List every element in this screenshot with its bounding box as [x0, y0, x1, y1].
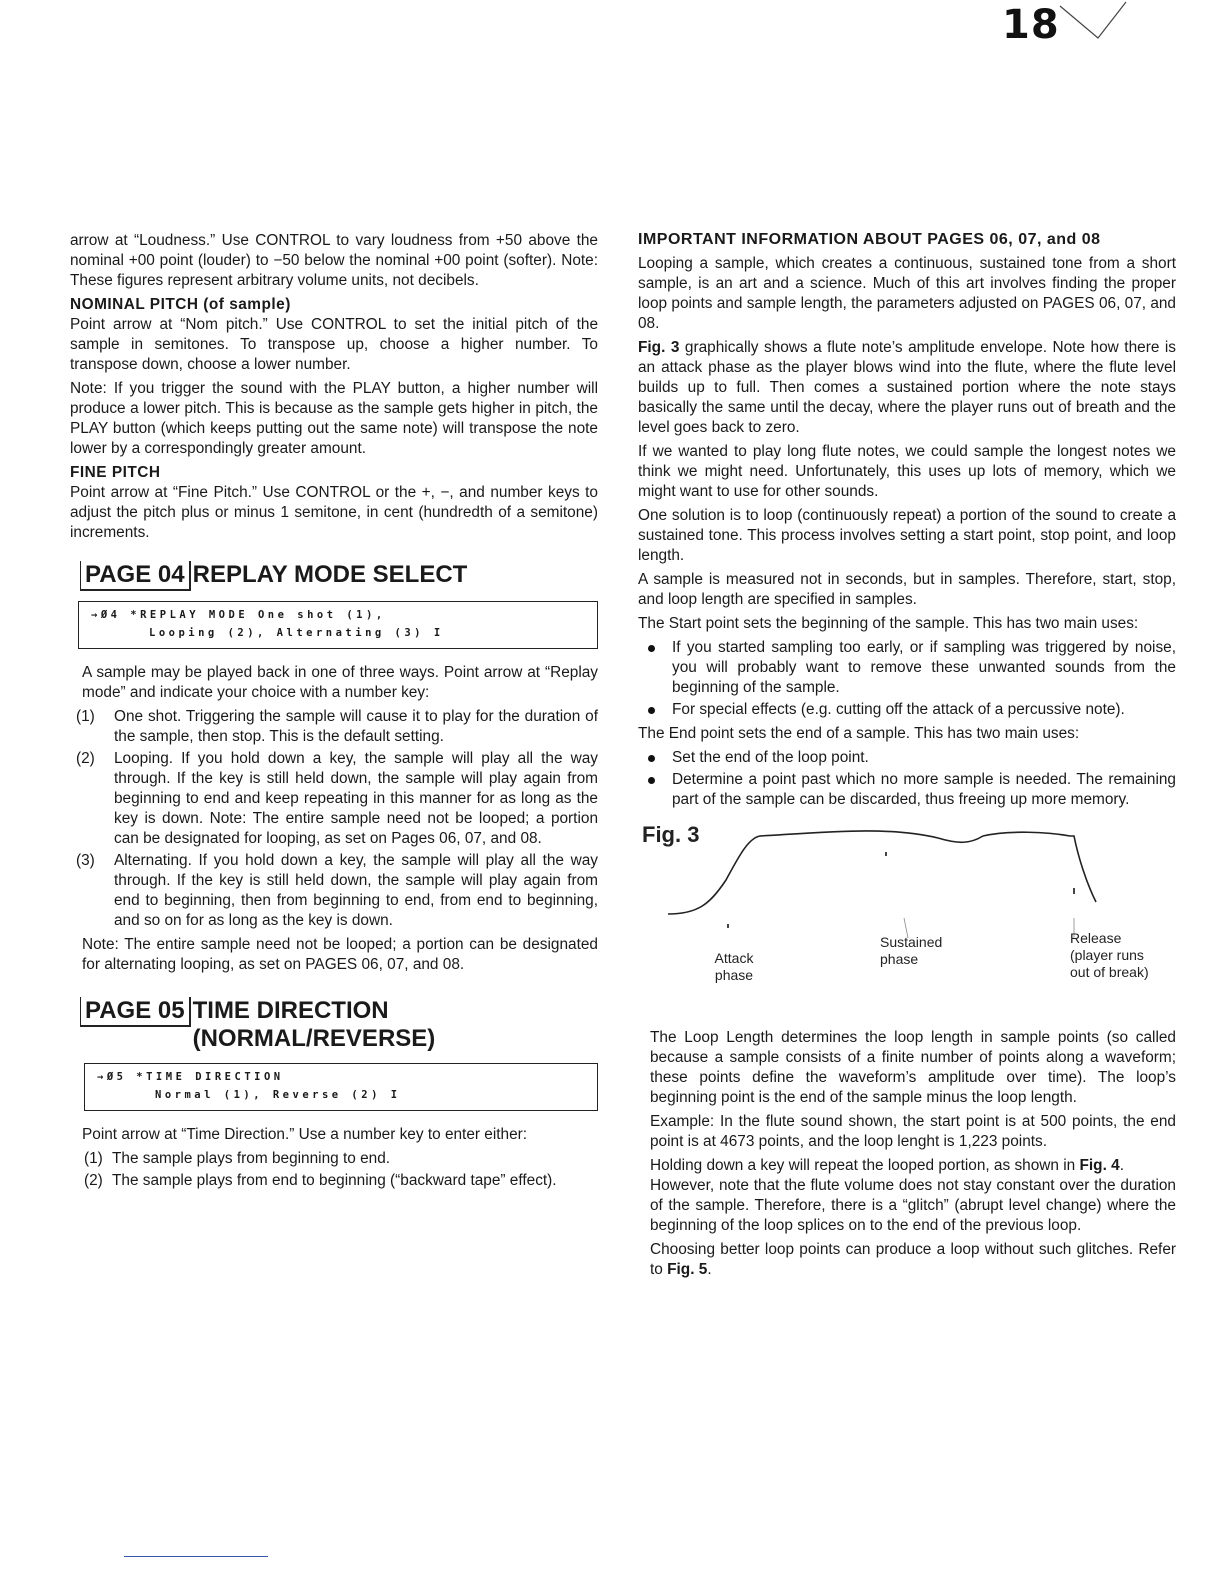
fig4-reference: Fig. 4	[1079, 1157, 1120, 1174]
list-item: If you started sampling too early, or if sampling was triggered by noise, you will probably want to remove these unwanted sounds from the beginning of the sample.	[638, 638, 1176, 698]
list-item-text: The sample plays from end to beginning (“backward tape” effect).	[112, 1172, 557, 1189]
release-label-line1: Release	[1070, 930, 1122, 946]
left-column	[70, 231, 598, 1195]
page04-note: Note: The entire sample need not be looped; a portion can be designated for alternating looping, as set on PAGES 06, 07, and 08.	[82, 936, 598, 973]
fine-pitch-text: Point arrow at “Fine Pitch.” Use CONTROL or the +, −, and number keys to adjust the pitch plus or minus 1 semitone, in cent (hundredth of a semitone) increments.	[70, 484, 598, 541]
sustained-label-line1: Sustained	[880, 934, 943, 950]
release-label-line3: out of break)	[1070, 964, 1149, 980]
page04-lcd-line1: →Ø4 *REPLAY MODE One shot (1),	[91, 609, 386, 621]
better-loop-paragraph	[650, 1240, 1176, 1280]
nominal-pitch-heading-text: NOMINAL PITCH	[70, 296, 199, 313]
list-item-number: (1)	[76, 708, 95, 725]
example-paragraph: Example: In the flute sound shown, the start point is at 500 points, the end point is at 4673 points, and the loop lenght is 1,223 points.	[650, 1113, 1176, 1150]
better-loop-end: .	[707, 1261, 712, 1278]
page05-title-line1: TIME DIRECTION	[192, 997, 389, 1024]
sustained-phase-label	[880, 934, 942, 968]
nominal-pitch-heading	[70, 295, 598, 315]
page05-box: PAGE 05	[80, 997, 191, 1027]
end-point-uses	[638, 748, 1176, 810]
page05-heading	[80, 997, 598, 1053]
release-label	[1070, 930, 1149, 981]
page04-heading	[80, 561, 598, 591]
list-item-text: Alternating. If you hold down a key, the sample will play all the way through. If the key is still held down, the sample will play again from end to beginning, then from beginning to end, from end to beginning, and so on for as long as the key is down.	[114, 852, 598, 929]
list-item-number: (3)	[76, 852, 95, 869]
end-point-paragraph: The End point sets the end of a sample. This has two main uses:	[638, 725, 1080, 742]
fine-pitch-heading: FINE PITCH	[70, 464, 161, 481]
list-item-number: (2)	[84, 1172, 103, 1189]
page05-title-line2: (NORMAL/REVERSE)	[192, 1025, 436, 1052]
list-item-number: (2)	[76, 750, 95, 767]
list-item	[70, 707, 598, 747]
long-notes-paragraph: If we wanted to play long flute notes, we could sample the longest notes we think we might need. Unfortunately, this uses up lots of memory, which we might want to use for other sounds.	[638, 443, 1176, 500]
page04-intro: A sample may be played back in one of three ways. Point arrow at “Replay mode” and indicate your choice with a number key:	[82, 664, 598, 701]
list-item-text: One shot. Triggering the sample will cause it to play for the duration of the sample, then stop. This is the default setting.	[114, 708, 598, 745]
attack-label-line1: Attack	[714, 950, 754, 966]
repeat-text: Holding down a key will repeat the looped portion, as shown in	[650, 1157, 1076, 1174]
list-item-text: The sample plays from beginning to end.	[112, 1150, 391, 1167]
page-corner-mark	[1058, 0, 1128, 44]
page05-options-list	[70, 1149, 598, 1191]
start-point-paragraph: The Start point sets the beginning of the sample. This has two main uses:	[638, 615, 1139, 632]
attack-phase-label	[704, 950, 764, 984]
important-info-heading: IMPORTANT INFORMATION ABOUT PAGES 06, 07, and 08	[638, 231, 1101, 248]
page04-options-list	[70, 707, 598, 931]
page04-lcd-display	[78, 601, 598, 649]
fig3-envelope-figure	[638, 822, 1176, 1028]
play-button-note: Note: If you trigger the sound with the PLAY button, a higher number will produce a lower pitch. This is because as the sample gets higher in pitch, the PLAY button (which keeps putting out the same note) will transpose the note lower by a correspondingly greater amount.	[70, 380, 598, 457]
page-number: 18	[1002, 2, 1060, 48]
list-item: For special effects (e.g. cutting off the attack of a percussive note).	[638, 700, 1176, 720]
list-item	[70, 749, 598, 849]
start-point-uses	[638, 638, 1176, 720]
fig3-reference: Fig. 3	[638, 339, 680, 356]
fig3-description	[638, 338, 1176, 438]
list-item	[70, 851, 598, 931]
right-column	[638, 228, 1176, 1284]
attack-label-line2: phase	[714, 967, 754, 983]
envelope-curve	[668, 831, 1096, 914]
better-loop-text: Choosing better loop points can produce a loop without such glitches. Refer to	[650, 1241, 1176, 1278]
loop-length-section	[638, 1028, 1176, 1280]
repeat-paragraph	[650, 1156, 1176, 1176]
glitch-paragraph: However, note that the flute volume does not stay constant over the duration of the sample. Therefore, there is a “glitch” (abrupt level change) where the beginning of the loop splices on to the end of the previous loop.	[650, 1177, 1176, 1234]
page04-title: REPLAY MODE SELECT	[192, 561, 468, 588]
list-item: Determine a point past which no more sample is needed. The remaining part of the sample can be discarded, thus freeing up more memory.	[638, 770, 1176, 810]
fig5-reference: Fig. 5	[667, 1261, 708, 1278]
loop-length-paragraph: The Loop Length determines the loop length in sample points (so called because a sample consists of a finite number of points along a waveform; these points define the waveform’s amplitude over time). The loop’s beginning point is the end of the sample minus the loop length.	[650, 1029, 1176, 1106]
page05-lcd-line2: Normal (1), Reverse (2) I	[155, 1089, 401, 1101]
nominal-pitch-heading-suffix: (of sample)	[203, 296, 291, 313]
page05-lcd-line1: →Ø5 *TIME DIRECTION	[97, 1071, 284, 1083]
page05-intro: Point arrow at “Time Direction.” Use a number key to enter either:	[82, 1126, 528, 1143]
envelope-curve-svg	[638, 822, 1178, 1028]
fig3-description-text: graphically shows a flute note’s amplitude envelope. Note how there is an attack phase as the player blows wind into the flute, where the flute level builds up to full. Then comes a sustained portion where the note stays basically the same until the decay, where the player runs out of breath and the level goes back to zero.	[638, 339, 1176, 436]
list-item: Set the end of the loop point.	[638, 748, 1176, 768]
footer-rule	[124, 1556, 268, 1557]
sustained-label-line2: phase	[880, 951, 919, 967]
looping-intro: Looping a sample, which creates a continuous, sustained tone from a short sample, is an art and a science. Much of this art involves finding the proper loop points and sample length, the parameters adjusted on PAGES 06, 07, and 08.	[638, 255, 1176, 332]
page05-title	[193, 997, 436, 1053]
nominal-pitch-text: Point arrow at “Nom pitch.” Use CONTROL to set the initial pitch of the sample in semitones. To transpose up, choose a higher number. To transpose down, choose a lower number.	[70, 316, 598, 373]
page04-box: PAGE 04	[80, 561, 191, 591]
loudness-paragraph: arrow at “Loudness.” Use CONTROL to vary loudness from +50 above the nominal +00 point (louder) to −50 below the nominal +00 point (softer). Note: These figures represent arbitrary volume units, not decibels.	[70, 232, 598, 289]
release-label-line2: (player runs	[1070, 947, 1144, 963]
list-item-text: Looping. If you hold down a key, the sample will play all the way through. If the key is still held down, the sample will play again from beginning to end and keep repeating in this manner for as long as the key is down. Note: The entire sample need not be looped; a portion can be designated for looping, as set on Pages 06, 07, and 08.	[114, 750, 598, 847]
repeat-end: .	[1119, 1157, 1124, 1174]
list-item	[78, 1149, 598, 1169]
page04-lcd-line2: Looping (2), Alternating (3) I	[149, 627, 444, 639]
list-item-number: (1)	[84, 1150, 103, 1167]
fig3-title: Fig. 3	[642, 822, 700, 847]
loop-solution-paragraph: One solution is to loop (continuously repeat) a portion of the sound to create a sustained tone. This process involves setting a start point, stop point, and loop length.	[638, 507, 1176, 564]
list-item	[78, 1171, 598, 1191]
samples-measure-paragraph: A sample is measured not in seconds, but in samples. Therefore, start, stop, and loop length are specified in samples.	[638, 571, 1176, 608]
page05-lcd-display	[84, 1063, 598, 1111]
